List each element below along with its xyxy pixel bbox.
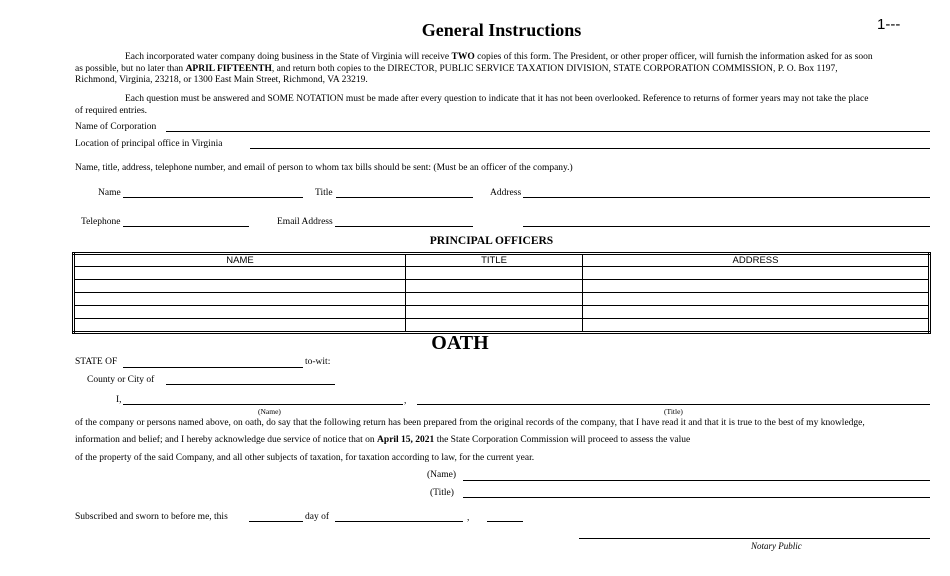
officer-name-cell[interactable]	[74, 267, 406, 280]
officer-title-cell[interactable]	[406, 267, 583, 280]
county-label: County or City of	[87, 375, 155, 385]
name-caption: (Name)	[258, 407, 281, 416]
signature-name-field[interactable]	[463, 480, 930, 481]
signature-title-field[interactable]	[463, 497, 930, 498]
notary-signature-line[interactable]	[579, 538, 930, 539]
telephone-label: Telephone	[81, 217, 121, 227]
comma-2: ,	[467, 513, 470, 523]
state-label: STATE OF	[75, 357, 118, 367]
contact-prompt: Name, title, address, telephone number, and email of person to whom tax bills should be sent: (Must be an officer of the company.)	[75, 163, 573, 173]
intro-paragraph-1: Each incorporated water company doing business in the State of Virginia will receive TWO copies of this form. The President, or other proper officer, will furnish the information asked for as soon as possible, but no later than APRIL FIFTEENTH, and return both copies to the DIRECTOR, PUBLIC SERVICE TAXATION DIVISION, STATE CORPORATION COMMISSION, P. O. Box 1197, Richmond, Virginia, 23218, or 1300 East Main Street, Richmond, VA 23219.	[75, 52, 873, 85]
location-field[interactable]	[250, 148, 930, 149]
table-row	[74, 280, 930, 293]
officer-name-cell[interactable]	[74, 293, 406, 306]
contact-address-field[interactable]	[523, 197, 930, 198]
officer-address-cell[interactable]	[583, 280, 930, 293]
officer-title-cell[interactable]	[406, 306, 583, 319]
signature-name-label: (Name)	[427, 470, 457, 480]
officer-address-cell[interactable]	[583, 293, 930, 306]
officer-title-cell[interactable]	[406, 319, 583, 333]
officer-address-cell[interactable]	[583, 319, 930, 333]
year-field[interactable]	[487, 521, 523, 522]
intro-paragraph-2: Each question must be answered and SOME NOTATION must be made after every question to indicate that it has not been overlooked. Reference to returns of former years may not take the place of required entries.	[75, 94, 869, 116]
to-wit-label: to-wit:	[305, 357, 331, 367]
officer-address-cell[interactable]	[583, 306, 930, 319]
month-field[interactable]	[335, 521, 463, 522]
contact-name-field[interactable]	[123, 197, 303, 198]
telephone-field[interactable]	[123, 226, 249, 227]
contact-title-field[interactable]	[336, 197, 473, 198]
contact-address-field-2[interactable]	[523, 226, 930, 227]
officer-title-cell[interactable]	[406, 293, 583, 306]
officer-name-cell[interactable]	[74, 306, 406, 319]
day-of-label: day of	[305, 512, 330, 522]
table-row	[74, 267, 930, 280]
officer-name-cell[interactable]	[74, 280, 406, 293]
title-caption: (Title)	[664, 407, 683, 416]
contact-title-label: Title	[315, 188, 333, 198]
page-title: General Instructions	[421, 20, 582, 40]
signature-title-label: (Title)	[430, 488, 454, 498]
email-label: Email Address	[277, 217, 333, 227]
oath-heading: OATH	[431, 332, 489, 354]
i-label: I,	[116, 395, 122, 405]
county-field[interactable]	[166, 384, 335, 385]
notary-caption: Notary Public	[751, 541, 802, 551]
subscribed-label: Subscribed and sworn to before me, this	[75, 512, 228, 522]
table-row	[74, 306, 930, 319]
state-field[interactable]	[123, 367, 303, 368]
oath-text-2: information and belief; and I hereby acknowledge due service of notice that on April 15, 2021 the State Corporation Commission will proceed to assess the value	[75, 435, 691, 445]
oath-text-3: of the property of the said Company, and all other subjects of taxation, for taxation according to law, for the current year.	[75, 453, 535, 463]
officers-col-address: ADDRESS	[583, 254, 930, 267]
location-label: Location of principal office in Virginia	[75, 139, 223, 149]
contact-name-label: Name	[98, 188, 121, 198]
day-field[interactable]	[249, 521, 303, 522]
comma: ,	[404, 396, 407, 406]
contact-address-label: Address	[490, 188, 522, 198]
officers-header-row	[74, 254, 930, 267]
oath-text-1: of the company or persons named above, on oath, do say that the following return has been prepared from the original records of the company, that I have read it and that it is true to the best of my knowledge,	[75, 418, 865, 428]
officer-address-cell[interactable]	[583, 267, 930, 280]
officers-heading: PRINCIPAL OFFICERS	[429, 235, 554, 247]
page-number: 1---	[877, 16, 901, 33]
email-field[interactable]	[335, 226, 473, 227]
officers-col-name: NAME	[74, 254, 406, 267]
officer-name-cell[interactable]	[74, 319, 406, 333]
oath-name-field[interactable]	[123, 404, 403, 405]
table-row	[74, 319, 930, 333]
oath-title-field[interactable]	[417, 404, 930, 405]
corp-name-label: Name of Corporation	[75, 122, 157, 132]
table-row	[74, 293, 930, 306]
officers-col-title: TITLE	[406, 254, 583, 267]
officer-title-cell[interactable]	[406, 280, 583, 293]
corp-name-field[interactable]	[166, 131, 930, 132]
officers-table	[72, 252, 931, 334]
